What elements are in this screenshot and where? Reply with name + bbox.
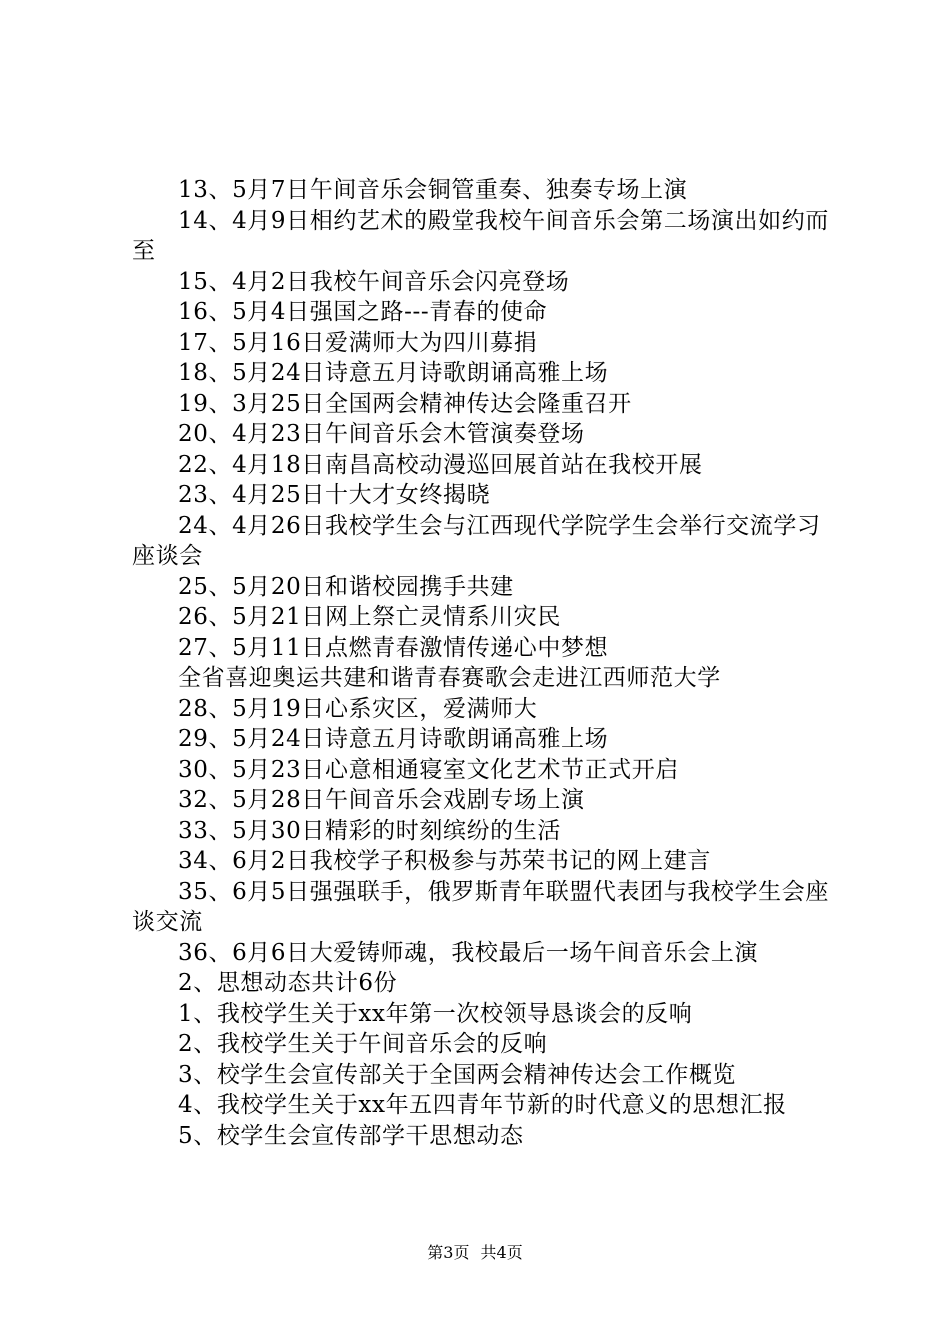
paragraph: 14、4月9日相约艺术的殿堂我校午间音乐会第二场演出如约而至 bbox=[132, 207, 829, 264]
paragraph: 33、5月30日精彩的时刻缤纷的生活 bbox=[178, 817, 561, 844]
paragraph: 5、校学生会宣传部学干思想动态 bbox=[178, 1122, 524, 1149]
paragraph: 29、5月24日诗意五月诗歌朗诵高雅上场 bbox=[178, 726, 609, 752]
paragraph: 23、4月25日十大才女终揭晓 bbox=[178, 482, 491, 508]
paragraph: 26、5月21日网上祭亡灵情系川灾民 bbox=[178, 604, 561, 630]
paragraph: 2、思想动态共计6份 bbox=[178, 970, 398, 996]
paragraph: 36、6月6日大爱铸师魂，我校最后一场午间音乐会上演 bbox=[178, 939, 759, 966]
page-number: 第3页 bbox=[427, 1243, 470, 1262]
paragraph: 30、5月23日心意相通寝室文化艺术节正式开启 bbox=[178, 756, 679, 783]
paragraph: 32、5月28日午间音乐会戏剧专场上演 bbox=[178, 787, 585, 813]
paragraph: 19、3月25日全国两会精神传达会隆重召开 bbox=[178, 390, 632, 417]
paragraph: 2、我校学生关于午间音乐会的反响 bbox=[178, 1031, 548, 1057]
document-body bbox=[132, 175, 838, 1151]
paragraph: 17、5月16日爱满师大为四川募捐 bbox=[178, 329, 538, 356]
paragraph: 20、4月23日午间音乐会木管演奏登场 bbox=[178, 421, 585, 447]
paragraph: 27、5月11日点燃青春激情传递心中梦想 bbox=[178, 634, 609, 661]
paragraph: 3、校学生会宣传部关于全国两会精神传达会工作概览 bbox=[178, 1061, 737, 1088]
paragraph: 22、4月18日南昌高校动漫巡回展首站在我校开展 bbox=[178, 451, 703, 478]
paragraph: 24、4月26日我校学生会与江西现代学院学生会举行交流学习座谈会 bbox=[132, 512, 821, 569]
paragraph: 18、5月24日诗意五月诗歌朗诵高雅上场 bbox=[178, 360, 609, 386]
paragraph: 4、我校学生关于xx年五四青年节新的时代意义的思想汇报 bbox=[178, 1092, 787, 1118]
paragraph: 28、5月19日心系灾区，爱满师大 bbox=[178, 695, 538, 722]
paragraph: 16、5月4日强国之路---青春的使命 bbox=[178, 299, 548, 325]
paragraph: 25、5月20日和谐校园携手共建 bbox=[178, 573, 514, 600]
paragraph: 全省喜迎奥运共建和谐青春赛歌会走进江西师范大学 bbox=[178, 665, 721, 691]
paragraph: 34、6月2日我校学子积极参与苏荣书记的网上建言 bbox=[178, 848, 711, 874]
paragraph: 13、5月7日午间音乐会铜管重奏、独奏专场上演 bbox=[178, 177, 688, 203]
page-total: 共4页 bbox=[480, 1243, 523, 1262]
paragraph: 15、4月2日我校午间音乐会闪亮登场 bbox=[178, 268, 570, 295]
paragraph: 1、我校学生关于xx年第一次校领导恳谈会的反响 bbox=[178, 1000, 693, 1027]
page-footer bbox=[0, 1243, 950, 1263]
paragraph: 35、6月5日强强联手，俄罗斯青年联盟代表团与我校学生会座谈交流 bbox=[132, 878, 829, 935]
